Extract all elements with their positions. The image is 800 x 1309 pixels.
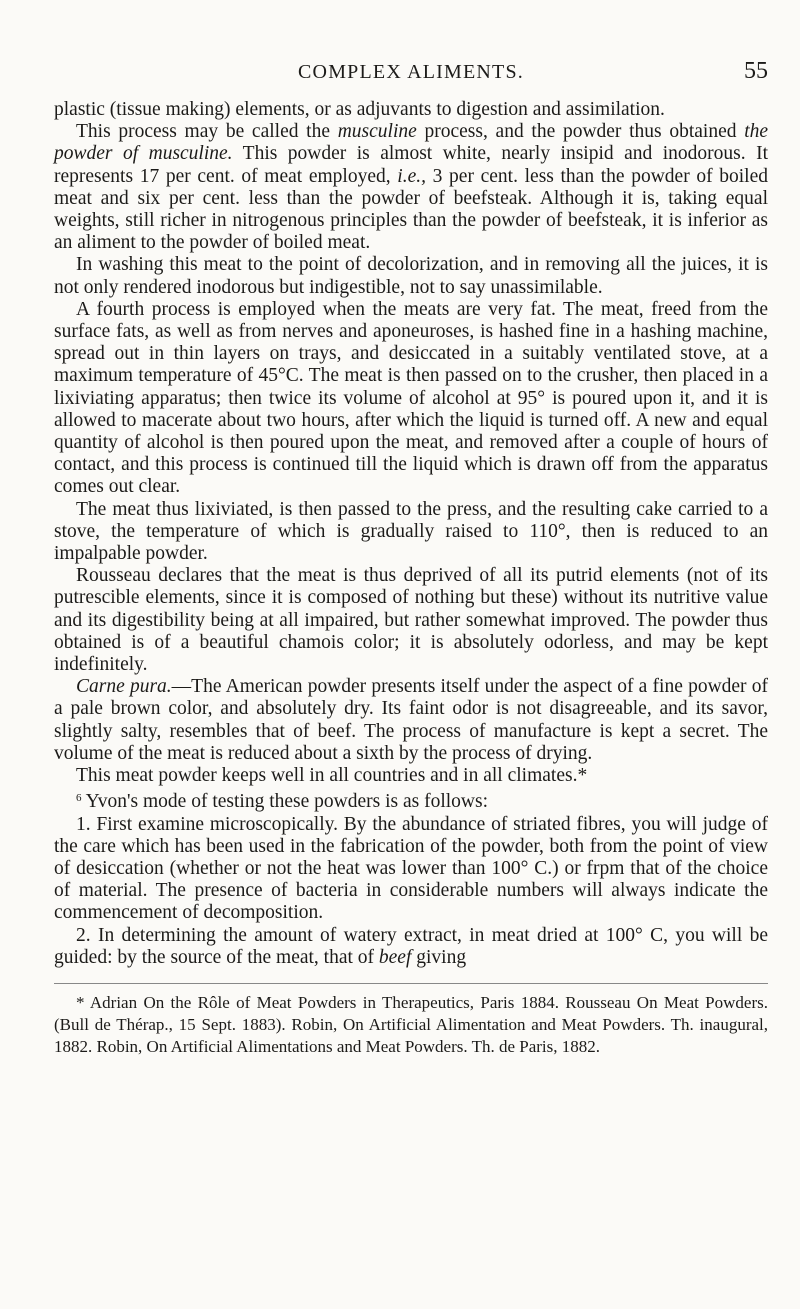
emphasis-beef: beef (378, 946, 412, 968)
note-marker: 6 (76, 792, 82, 805)
body-text (54, 99, 768, 1057)
paragraph-8: This meat powder keeps well in all countries and in all climates.* (76, 765, 588, 787)
footnote-rule (54, 983, 768, 984)
paragraph-2: This process may be called the musculine process, and the powder thus obtained the powder of musculine. This powder is almost white, nearly insipid and inodorous. It represents 17 per cent. of meat employed, i.e., 3 per cent. less than the powder of boiled meat and six per cent. less than the powder of beefsteak. Although it is, taking equal weights, still richer in nitrogenous principles than the powder of beefsteak, it is inferior as an aliment to the powder of boiled meat. (54, 121, 769, 254)
page-number: 55 (744, 58, 768, 84)
paragraph-5: The meat thus lixiviated, is then passed to the press, and the resulting cake carried to a stove, the temperature of which is gradually raised to 110°, then is reduced to an impalpable powder. (54, 498, 768, 565)
page-header (54, 58, 768, 90)
paragraph-1: plastic (tissue making) elements, or as adjuvants to digestion and assimilation. (54, 99, 665, 120)
paragraph-6: Rousseau declares that the meat is thus deprived of all its putrid elements (not of its putrescible elements, since it is composed of nothing but these) without its nutritive value and its digestibility being at all impaired, but rather somewhat improved. The powder thus obtained is of a beautiful chamois color; it is absolutely odorless, and may be kept indefinitely. (54, 565, 768, 676)
footnote: * Adrian On the Rôle of Meat Powders in Therapeutics, Paris 1884. Rousseau On Meat Powders. (Bull de Thérap., 15 Sept. 1883). Robin, On Artificial Alimentation and Meat Powders. Th. inaugural, 1882. Robin, On Artificial Alimentations and Meat Powders. Th. de Paris, 1882. (54, 992, 768, 1056)
emphasis-powder-of-musculine: the powder of musculine. (54, 121, 769, 165)
paragraph-7: Carne pura.—The American powder presents itself under the aspect of a fine powder of a pale brown color, and absolutely dry. Its faint odor is not disagreeable, and its savor, slightly salty, resembles that of beef. The process of manufacture is kept a secret. The volume of the meat is reduced about a sixth by the process of drying. (54, 676, 768, 764)
running-head: COMPLEX ALIMENTS. (298, 61, 524, 83)
paragraph-4: A fourth process is employed when the meats are very fat. The meat, freed from the surface fats, as well as from nerves and aponeuroses, is hashed fine in a hashing machine, spread out in thin layers on trays, and desiccated in a suitably ventilated stove, at a maximum temperature of 45°C. The meat is then passed on to the crusher, then placed in a lixiviating apparatus; then twice its volume of alcohol at 95° is poured upon it, and it is allowed to macerate about two hours, after which the liquid is turned off. A new and equal quantity of alcohol is then poured upon the meat, and removed after a couple of hours of contact, and this process is continued till the liquid which is drawn off from the apparatus comes out clear. (54, 298, 768, 498)
emphasis-musculine: musculine (337, 121, 417, 143)
list-item-1: 1. First examine microscopically. By the abundance of striated fibres, you will judge of the care which has been used in the fabrication of the powder, both from the point of view of desiccation (whether or not the heat was lower than 100° C.) or frpm that of the choice of material. The presence of bacteria in considerable numbers will always indicate the commencement of decomposition. (54, 813, 768, 924)
list-item-2: 2. In determining the amount of watery extract, in meat dried at 100° C, you will be guided: by the source of the meat, that of beef giving (54, 924, 768, 968)
paragraph-3: In washing this meat to the point of decolorization, and in removing all the juices, it is not only rendered inodorous but indigestible, not to say unassimilable. (54, 254, 768, 298)
paragraph-9: $^6$ Yvon's mode of testing these powders is as follows: (76, 791, 489, 813)
emphasis-carne-pura: Carne pura. (76, 676, 172, 698)
emphasis-ie: i.e., (397, 165, 426, 187)
